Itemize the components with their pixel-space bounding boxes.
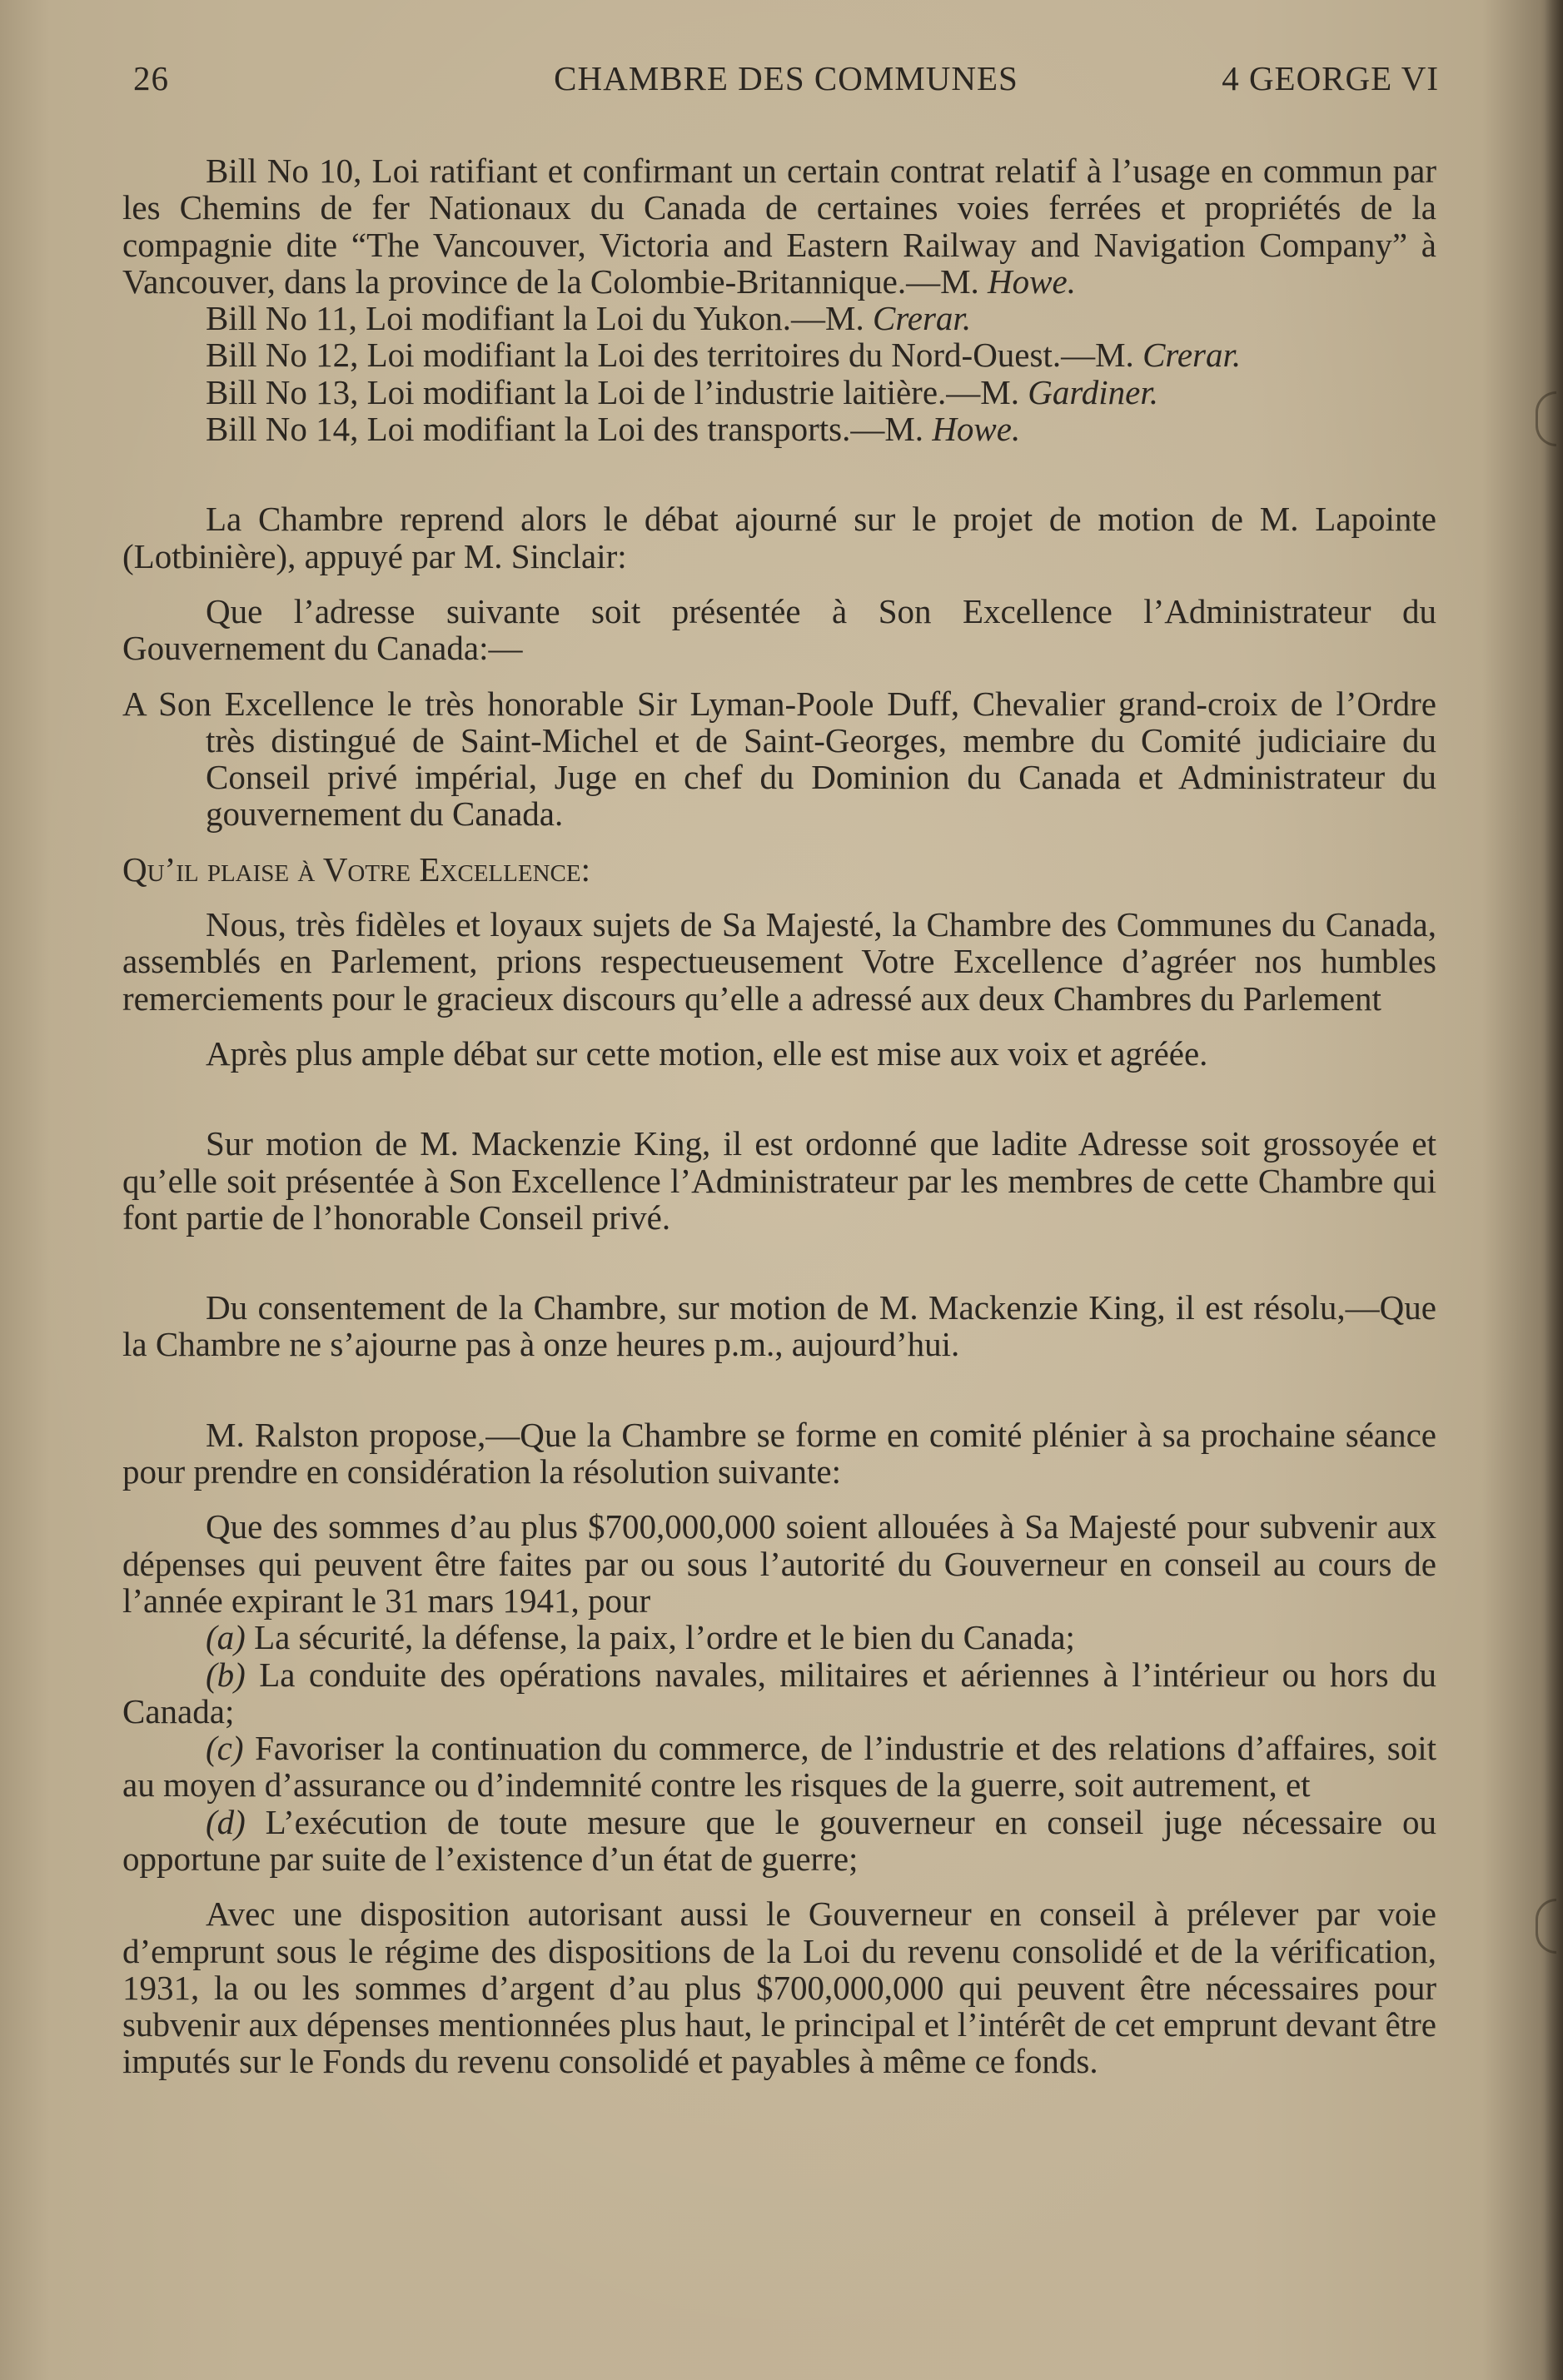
bill-entry: Bill No 12, Loi modifiant la Loi des territoires du Nord-Ouest.—M. Crerar.: [206, 336, 1242, 375]
debate-intro: La Chambre reprend alors le débat ajourné sur le projet de motion de M. Lapointe (Lotbinière), appuyé par M. Sinclair:: [122, 500, 1436, 575]
bill-sponsor: Howe.: [988, 261, 1076, 301]
bill-entry: Bill No 13, Loi modifiant la Loi de l’industrie laitière.—M. Gardiner.: [206, 372, 1159, 411]
page-spine-shadow: [1545, 0, 1563, 2380]
address-recipient: A Son Excellence le très honorable Sir Lyman-Poole Duff, Chevalier grand-croix de l’Ordre très distingué de Saint-Michel et de Saint-Georges, membre du Comité judiciaire du Conseil privé impérial, Juge en chef du Dominion du Canada et Administrateur du gouvernement du Canada.: [122, 684, 1436, 834]
sitting-paragraph: Du consentement de la Chambre, sur motion de M. Mackenzie King, il est résolu,—Que la Chambre ne s’ajourne pas à onze heures p.m., aujourd’hui.: [122, 1288, 1436, 1364]
session-label: 4 GEORGE VI: [1222, 59, 1439, 97]
resolution-item: (d) L’exécution de toute mesure que le gouverneur en conseil juge nécessaire ou opportune par suite de l’existence d’un état de guerre;: [122, 1802, 1436, 1878]
resolution-item: (c) Favoriser la continuation du commerce, de l’industrie et des relations d’affaires, soit au moyen d’assurance ou d’indemnité contre les risques de la guerre, soit autrement, et: [122, 1729, 1436, 1805]
borrowing-paragraph: Avec une disposition autorisant aussi le Gouverneur en conseil à prélever par voie d’emprunt sous le régime des dispositions de la Loi du revenu consolidé et de la vérification, 1931, la ou les sommes d’argent d’au plus $700,000,000 qui peuvent être nécessaires pour subvenir aux dépenses mentionnées plus haut, le principal et l’intérêt de cet emprunt devant être imputés sur le Fonds du revenu consolidé et payables à même ce fonds.: [122, 1895, 1436, 2081]
address-salutation: Qu’il plaise à Votre Excellence:: [122, 849, 590, 889]
page-title: CHAMBRE DES COMMUNES: [554, 59, 1018, 97]
debate-motion: Que l’adresse suivante soit présentée à Son Excellence l’Administrateur du Gouvernement du Canada:—: [122, 591, 1436, 668]
ralston-proposal: M. Ralston propose,—Que la Chambre se forme en comité plénier à sa prochaine séance pour prendre en considération la résolution suivante:: [122, 1415, 1436, 1491]
resolution-item: (b) La conduite des opérations navales, militaires et aériennes à l’intérieur ou hors du Canada;: [122, 1655, 1436, 1730]
bill-entry: Bill No 10, Loi ratifiant et confirmant un certain contrat relatif à l’usage en commun par les Chemins de fer Nationaux du Canada de certaines voies ferrées et propriétés de la compagnie dite “The Vancouver, Victoria and Eastern Railway and Navigation Company” à Vancouver, dans la province de la Colombie-Britannique.—M. Howe.: [122, 152, 1436, 301]
bill-sponsor: Howe.: [932, 410, 1021, 449]
bill-sponsor: Crerar.: [1142, 336, 1242, 375]
bill-sponsor: Crerar.: [872, 299, 972, 338]
page-number: 26: [133, 59, 169, 97]
binding-notch: [1536, 391, 1556, 446]
bill-sponsor: Gardiner.: [1028, 372, 1159, 411]
body-text: [122, 152, 1436, 2080]
running-header: [133, 58, 1439, 108]
bill-entry: Bill No 14, Loi modifiant la Loi des transports.—M. Howe.: [206, 410, 1021, 449]
engrossing-paragraph: Sur motion de M. Mackenzie King, il est ordonné que ladite Adresse soit grossoyée et qu’elle soit présentée à Son Excellence l’Administrateur par les membres de cette Chambre qui font partie de l’honorable Conseil privé.: [122, 1124, 1436, 1237]
address-body: Nous, très fidèles et loyaux sujets de Sa Majesté, la Chambre des Communes du Canada, assemblés en Parlement, prions respectueusement Votre Excellence d’agréer nos humbles remerciements pour le gracieux discours qu’elle a adressé aux deux Chambres du Parlement: [122, 905, 1436, 1018]
resolution-text: Que des sommes d’au plus $700,000,000 soient allouées à Sa Majesté pour subvenir aux dépenses qui peuvent être faites par ou sous l’autorité du Gouverneur en conseil au cours de l’année expirant le 31 mars 1941, pour: [122, 1507, 1436, 1620]
bill-entry: Bill No 11, Loi modifiant la Loi du Yukon.—M. Crerar.: [206, 299, 972, 338]
resolution-item: (a) La sécurité, la défense, la paix, l’ordre et le bien du Canada;: [206, 1618, 1075, 1657]
debate-result: Après plus ample débat sur cette motion, elle est mise aux voix et agréée.: [206, 1033, 1208, 1073]
binding-notch: [1536, 1899, 1556, 1954]
